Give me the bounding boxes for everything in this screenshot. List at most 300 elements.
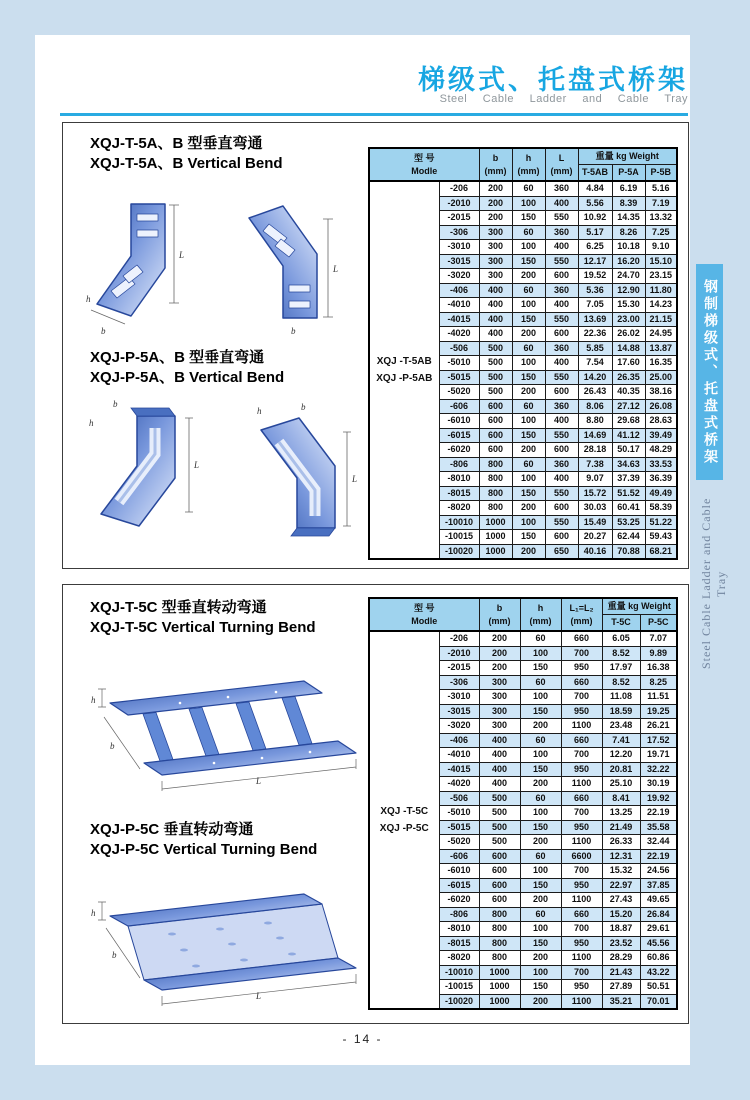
cell: 60 xyxy=(512,399,545,414)
cell: 400 xyxy=(479,312,512,327)
cell: 15.20 xyxy=(602,907,640,922)
spec-table-5ab xyxy=(368,147,678,560)
cell: -306 xyxy=(439,225,479,240)
product-title-en: XQJ-P-5C Vertical Turning Bend xyxy=(90,841,318,858)
cell: 19.52 xyxy=(578,269,612,284)
cell: 21.49 xyxy=(602,820,640,835)
cell: 51.22 xyxy=(645,515,677,530)
cell: 60 xyxy=(520,849,561,864)
cell: 400 xyxy=(545,472,578,487)
product-title-t5ab xyxy=(90,134,283,174)
cell: 4.84 xyxy=(578,181,612,196)
spec-table-5c xyxy=(368,597,678,1010)
cell: 550 xyxy=(545,312,578,327)
cell: 500 xyxy=(479,820,520,835)
weight-subcolumn-header: P-5A xyxy=(612,165,645,182)
weight-column-header: 重量 kg Weight xyxy=(602,598,677,615)
cell: 1000 xyxy=(479,980,520,995)
cell: 650 xyxy=(545,544,578,559)
cell: 150 xyxy=(520,661,561,676)
dim-label-h: h xyxy=(91,695,96,705)
cell: 7.05 xyxy=(578,298,612,313)
cell: 700 xyxy=(561,806,602,821)
cell: 400 xyxy=(545,196,578,211)
cell: 950 xyxy=(561,661,602,676)
cell: 360 xyxy=(545,457,578,472)
cell: -3020 xyxy=(439,269,479,284)
cell: 14.20 xyxy=(578,370,612,385)
cell: 600 xyxy=(479,443,512,458)
cell: -6010 xyxy=(439,864,479,879)
dim-label-h: h xyxy=(257,406,262,416)
cell: 400 xyxy=(479,733,520,748)
cell: 400 xyxy=(545,356,578,371)
cell: 660 xyxy=(561,791,602,806)
cell: 8.26 xyxy=(612,225,645,240)
cell: 1000 xyxy=(479,530,512,545)
cell: 300 xyxy=(479,719,520,734)
cell: 37.39 xyxy=(612,472,645,487)
cell: 28.29 xyxy=(602,951,640,966)
cell: 150 xyxy=(512,486,545,501)
cell: 360 xyxy=(545,181,578,196)
cell: 200 xyxy=(520,835,561,850)
cell: 550 xyxy=(545,428,578,443)
cell: 9.89 xyxy=(640,646,677,661)
cell: 60 xyxy=(512,341,545,356)
cell: 59.43 xyxy=(645,530,677,545)
cell: 49.65 xyxy=(640,893,677,908)
cell: 22.19 xyxy=(640,849,677,864)
cell: 800 xyxy=(479,951,520,966)
dim-label-b: b xyxy=(291,326,296,336)
cell: 17.52 xyxy=(640,733,677,748)
cell: -10020 xyxy=(439,544,479,559)
product-title-en: XQJ-T-5A、B Vertical Bend xyxy=(90,155,283,172)
cell: 660 xyxy=(561,733,602,748)
cell: 10.18 xyxy=(612,240,645,255)
cell: 150 xyxy=(520,878,561,893)
cell: -8010 xyxy=(439,922,479,937)
cell: 23.15 xyxy=(645,269,677,284)
dimension-column-header: L (mm) xyxy=(545,148,578,181)
cell: -10010 xyxy=(439,515,479,530)
dim-label-h: h xyxy=(89,418,94,428)
cell: 8.39 xyxy=(612,196,645,211)
dimension-column-header: b (mm) xyxy=(479,148,512,181)
cell: 48.29 xyxy=(645,443,677,458)
cell: 1100 xyxy=(561,777,602,792)
cell: 21.43 xyxy=(602,965,640,980)
cell: 60 xyxy=(512,283,545,298)
model-column-header: 型 号 Modle xyxy=(369,598,479,631)
cell: 400 xyxy=(545,240,578,255)
cell: -10010 xyxy=(439,965,479,980)
cell: 500 xyxy=(479,385,512,400)
cell: -6015 xyxy=(439,878,479,893)
cell: 150 xyxy=(520,936,561,951)
dim-label-L: L xyxy=(333,264,339,274)
cell: 150 xyxy=(512,530,545,545)
cell: -4015 xyxy=(439,312,479,327)
cell: 27.12 xyxy=(612,399,645,414)
cell: 500 xyxy=(479,791,520,806)
cell: 14.88 xyxy=(612,341,645,356)
cell: 150 xyxy=(520,980,561,995)
cell: 150 xyxy=(512,428,545,443)
cell: 7.38 xyxy=(578,457,612,472)
cell: 13.87 xyxy=(645,341,677,356)
cell: 60 xyxy=(520,675,561,690)
product-title-cn: XQJ-P-5C 垂直转动弯通 xyxy=(90,821,254,838)
dimension-column-header: b (mm) xyxy=(479,598,520,631)
cell: 5.17 xyxy=(578,225,612,240)
cell: 21.15 xyxy=(645,312,677,327)
cell: 600 xyxy=(479,893,520,908)
cell: 15.72 xyxy=(578,486,612,501)
cell: 7.07 xyxy=(640,631,677,646)
cell: 24.56 xyxy=(640,864,677,879)
cell: 12.20 xyxy=(602,748,640,763)
cell: 6.05 xyxy=(602,631,640,646)
cell: 50.51 xyxy=(640,980,677,995)
cell: -2010 xyxy=(439,196,479,211)
cell: 23.00 xyxy=(612,312,645,327)
cell: 15.49 xyxy=(578,515,612,530)
cell: 300 xyxy=(479,225,512,240)
cell: -10020 xyxy=(439,994,479,1009)
cell: 1100 xyxy=(561,951,602,966)
cell: 6.19 xyxy=(612,181,645,196)
cell: 600 xyxy=(479,428,512,443)
cell: 18.87 xyxy=(602,922,640,937)
cell: 11.51 xyxy=(640,690,677,705)
cell: 700 xyxy=(561,646,602,661)
cell: 32.22 xyxy=(640,762,677,777)
cell: 16.38 xyxy=(640,661,677,676)
cell: 600 xyxy=(545,327,578,342)
cell: 41.12 xyxy=(612,428,645,443)
cell: 700 xyxy=(561,922,602,937)
cell: 1100 xyxy=(561,719,602,734)
cell: 15.30 xyxy=(612,298,645,313)
cell: -506 xyxy=(439,791,479,806)
cell: 26.02 xyxy=(612,327,645,342)
cell: 600 xyxy=(545,530,578,545)
cell: 29.61 xyxy=(640,922,677,937)
cell: 300 xyxy=(479,254,512,269)
cell: 26.43 xyxy=(578,385,612,400)
cell: 28.18 xyxy=(578,443,612,458)
cell: 15.10 xyxy=(645,254,677,269)
cell: -206 xyxy=(439,631,479,646)
cell: 8.06 xyxy=(578,399,612,414)
dim-label-L: L xyxy=(256,776,262,786)
cell: 68.21 xyxy=(645,544,677,559)
cell: 39.49 xyxy=(645,428,677,443)
product-title-en: XQJ-T-5C Vertical Turning Bend xyxy=(90,619,316,636)
cell: 300 xyxy=(479,704,520,719)
cell: 60 xyxy=(512,457,545,472)
cell: 24.70 xyxy=(612,269,645,284)
cell: -406 xyxy=(439,283,479,298)
cell: 16.35 xyxy=(645,356,677,371)
cell: 100 xyxy=(520,864,561,879)
cell: -3010 xyxy=(439,690,479,705)
cell: 100 xyxy=(512,414,545,429)
cell: -5010 xyxy=(439,806,479,821)
cell: 15.32 xyxy=(602,864,640,879)
cell: 60 xyxy=(520,907,561,922)
cell: 12.31 xyxy=(602,849,640,864)
cell: -506 xyxy=(439,341,479,356)
cell: 200 xyxy=(479,196,512,211)
cell: 660 xyxy=(561,907,602,922)
cell: 800 xyxy=(479,457,512,472)
cell: 600 xyxy=(545,443,578,458)
cell: -8015 xyxy=(439,486,479,501)
cell: 400 xyxy=(545,298,578,313)
page-title: 梯级式、托盘式桥架 xyxy=(418,65,688,95)
cell: 60 xyxy=(520,631,561,646)
cell: 20.81 xyxy=(602,762,640,777)
cell: 200 xyxy=(479,631,520,646)
cell: 950 xyxy=(561,936,602,951)
cell: 950 xyxy=(561,820,602,835)
cell: 13.25 xyxy=(602,806,640,821)
table-row xyxy=(369,631,677,646)
cell: 500 xyxy=(479,341,512,356)
cell: -5015 xyxy=(439,820,479,835)
dim-label-L: L xyxy=(352,474,358,484)
cell: 100 xyxy=(512,356,545,371)
cell: 360 xyxy=(545,399,578,414)
cell: 1100 xyxy=(561,835,602,850)
cell: 200 xyxy=(512,385,545,400)
cell: 800 xyxy=(479,936,520,951)
cell: 100 xyxy=(520,806,561,821)
drawing-t5c-turning-bend xyxy=(88,655,368,805)
page-number: - 14 - xyxy=(342,1032,383,1046)
dimension-column-header: h (mm) xyxy=(512,148,545,181)
cell: 400 xyxy=(479,762,520,777)
cell: 13.32 xyxy=(645,211,677,226)
product-title-cn: XQJ-P-5A、B 型垂直弯通 xyxy=(90,349,265,366)
cell: 550 xyxy=(545,211,578,226)
cell: 800 xyxy=(479,922,520,937)
cell: 22.19 xyxy=(640,806,677,821)
cell: -8020 xyxy=(439,501,479,516)
cell: 360 xyxy=(545,341,578,356)
cell: 150 xyxy=(512,211,545,226)
cell: 8.52 xyxy=(602,646,640,661)
cell: 550 xyxy=(545,370,578,385)
cell: 700 xyxy=(561,690,602,705)
cell: 14.23 xyxy=(645,298,677,313)
cell: -4020 xyxy=(439,327,479,342)
product-title-cn: XQJ-T-5A、B 型垂直弯通 xyxy=(90,135,263,152)
cell: 200 xyxy=(520,951,561,966)
drawing-p5c-turning-bend xyxy=(88,872,368,1012)
cell: 800 xyxy=(479,472,512,487)
cell: 19.71 xyxy=(640,748,677,763)
weight-column-header: 重量 kg Weight xyxy=(578,148,677,165)
cell: 26.08 xyxy=(645,399,677,414)
cell: 300 xyxy=(479,269,512,284)
cell: 23.52 xyxy=(602,936,640,951)
cell: 600 xyxy=(545,269,578,284)
cell: 40.35 xyxy=(612,385,645,400)
product-title-p5c xyxy=(90,820,317,860)
cell: 100 xyxy=(512,472,545,487)
cell: -206 xyxy=(439,181,479,196)
weight-subcolumn-header: P-5B xyxy=(645,165,677,182)
cell: 5.36 xyxy=(578,283,612,298)
cell: 400 xyxy=(479,777,520,792)
cell: -406 xyxy=(439,733,479,748)
cell: 500 xyxy=(479,806,520,821)
cell: 8.25 xyxy=(640,675,677,690)
cell: 600 xyxy=(479,399,512,414)
weight-subcolumn-header: T-5C xyxy=(602,615,640,632)
cell: 7.54 xyxy=(578,356,612,371)
cell: 30.19 xyxy=(640,777,677,792)
cell: 8.80 xyxy=(578,414,612,429)
cell: 100 xyxy=(512,196,545,211)
cell: 1100 xyxy=(561,994,602,1009)
cell: -806 xyxy=(439,907,479,922)
cell: 60 xyxy=(520,791,561,806)
cell: 200 xyxy=(512,544,545,559)
cell: 150 xyxy=(520,704,561,719)
cell: 200 xyxy=(520,994,561,1009)
cell: -8010 xyxy=(439,472,479,487)
cell: -4020 xyxy=(439,777,479,792)
cell: 700 xyxy=(561,864,602,879)
cell: 600 xyxy=(545,501,578,516)
dim-label-L: L xyxy=(179,250,185,260)
cell: 950 xyxy=(561,704,602,719)
cell: -806 xyxy=(439,457,479,472)
cell: 13.69 xyxy=(578,312,612,327)
model-series-label: XQJ -T-5AB XQJ -P-5AB xyxy=(369,181,439,559)
cell: 5.85 xyxy=(578,341,612,356)
cell: 60.86 xyxy=(640,951,677,966)
cell: 26.35 xyxy=(612,370,645,385)
dimension-column-header: L₁=L₂ (mm) xyxy=(561,598,602,631)
cell: 37.85 xyxy=(640,878,677,893)
cell: 9.07 xyxy=(578,472,612,487)
cell: -3020 xyxy=(439,719,479,734)
cell: -3015 xyxy=(439,254,479,269)
cell: 14.69 xyxy=(578,428,612,443)
cell: 300 xyxy=(479,240,512,255)
cell: 200 xyxy=(520,893,561,908)
cell: 500 xyxy=(479,356,512,371)
cell: 550 xyxy=(545,486,578,501)
cell: -4010 xyxy=(439,298,479,313)
dim-label-b: b xyxy=(110,741,115,751)
cell: 9.10 xyxy=(645,240,677,255)
dim-label-L: L xyxy=(256,991,262,1001)
cell: 27.89 xyxy=(602,980,640,995)
cell: 660 xyxy=(561,631,602,646)
table-row xyxy=(369,181,677,196)
cell: -10015 xyxy=(439,530,479,545)
cell: 10.92 xyxy=(578,211,612,226)
cell: 43.22 xyxy=(640,965,677,980)
cell: 300 xyxy=(479,675,520,690)
cell: 60.41 xyxy=(612,501,645,516)
cell: 7.25 xyxy=(645,225,677,240)
cell: 1100 xyxy=(561,893,602,908)
cell: 28.63 xyxy=(645,414,677,429)
cell: 12.17 xyxy=(578,254,612,269)
cell: 70.01 xyxy=(640,994,677,1009)
cell: 22.97 xyxy=(602,878,640,893)
cell: -4015 xyxy=(439,762,479,777)
dimension-column-header: h (mm) xyxy=(520,598,561,631)
model-column-header: 型 号 Modle xyxy=(369,148,479,181)
cell: 400 xyxy=(545,414,578,429)
cell: 1000 xyxy=(479,544,512,559)
cell: 34.63 xyxy=(612,457,645,472)
cell: 550 xyxy=(545,254,578,269)
cell: 70.88 xyxy=(612,544,645,559)
cell: 49.49 xyxy=(645,486,677,501)
cell: 45.56 xyxy=(640,936,677,951)
cell: 100 xyxy=(520,748,561,763)
cell: 14.35 xyxy=(612,211,645,226)
cell: 100 xyxy=(520,965,561,980)
cell: 22.36 xyxy=(578,327,612,342)
cell: -606 xyxy=(439,849,479,864)
cell: -8020 xyxy=(439,951,479,966)
dim-label-b: b xyxy=(301,402,306,412)
cell: 60 xyxy=(512,181,545,196)
cell: 600 xyxy=(479,864,520,879)
cell: -3010 xyxy=(439,240,479,255)
cell: 400 xyxy=(479,298,512,313)
cell: 11.08 xyxy=(602,690,640,705)
cell: 53.25 xyxy=(612,515,645,530)
cell: 29.68 xyxy=(612,414,645,429)
cell: 950 xyxy=(561,980,602,995)
cell: 150 xyxy=(520,820,561,835)
cell: -606 xyxy=(439,399,479,414)
cell: 25.10 xyxy=(602,777,640,792)
dim-label-h: h xyxy=(86,294,91,304)
dim-label-L: L xyxy=(194,460,200,470)
cell: 12.90 xyxy=(612,283,645,298)
cell: 800 xyxy=(479,486,512,501)
cell: 6.25 xyxy=(578,240,612,255)
cell: 100 xyxy=(520,922,561,937)
cell: 58.39 xyxy=(645,501,677,516)
cell: 700 xyxy=(561,965,602,980)
cell: 100 xyxy=(512,515,545,530)
cell: 11.80 xyxy=(645,283,677,298)
cell: 8.52 xyxy=(602,675,640,690)
cell: 600 xyxy=(479,878,520,893)
cell: 1000 xyxy=(479,994,520,1009)
weight-subcolumn-header: P-5C xyxy=(640,615,677,632)
cell: 100 xyxy=(520,690,561,705)
cell: 25.00 xyxy=(645,370,677,385)
cell: -5020 xyxy=(439,835,479,850)
dim-label-b: b xyxy=(112,950,117,960)
cell: 660 xyxy=(561,675,602,690)
